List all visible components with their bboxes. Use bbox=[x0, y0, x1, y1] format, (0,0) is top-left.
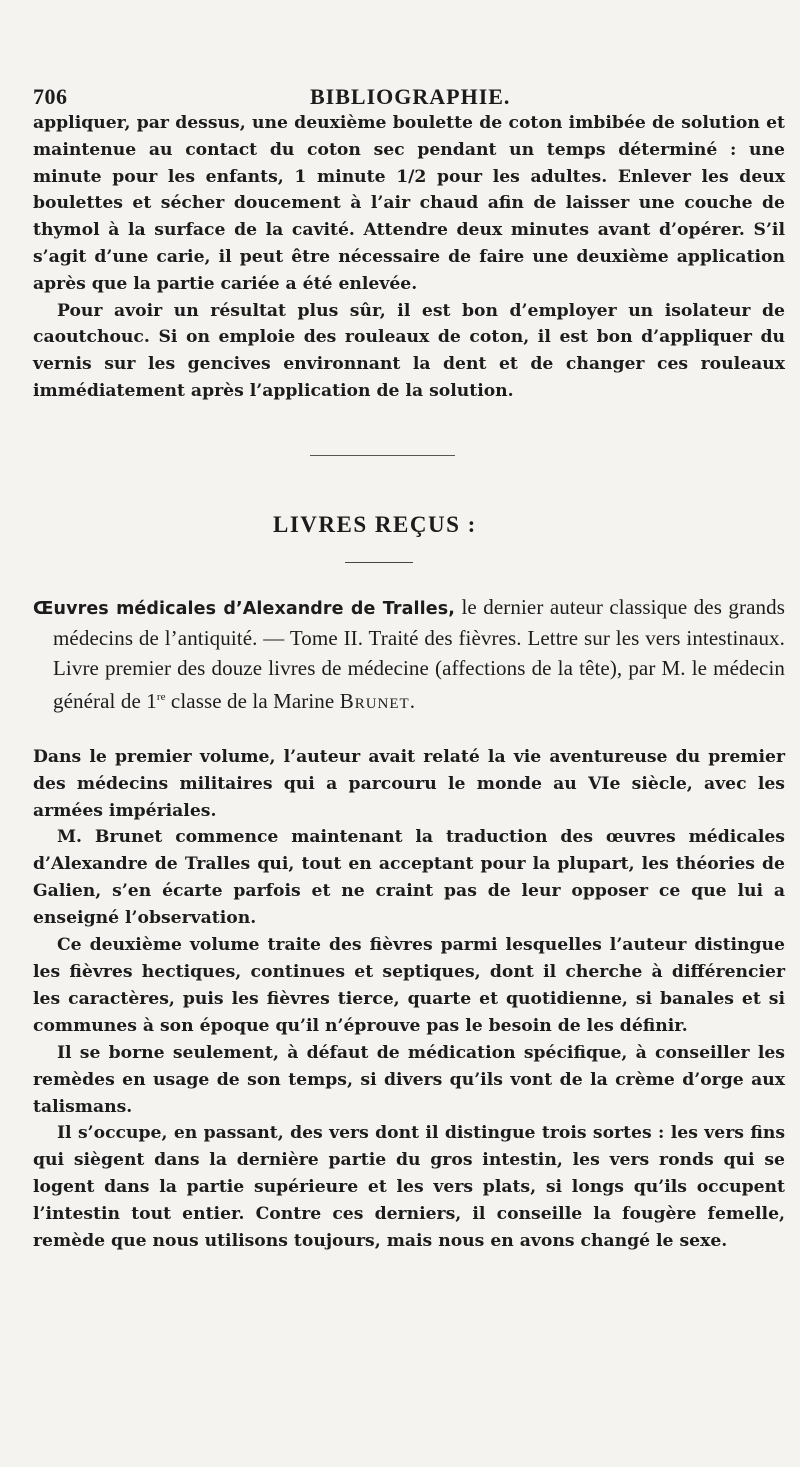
paragraph: appliquer, par dessus, une deuxième boulette de coton imbibée de solution et maintenue au contact du coton sec pendant un temps déterminé : une minute pour les enfants, 1 minute 1/2 pour les adultes. Enlever les deux boulettes et sécher doucement à l’air chaud afin de laisser une couche de thymol à la surface de la cavité. Attendre deux minutes avant d’opérer. S’il s’agit d’une carie, il peut être nécessaire de faire une deuxième application après que la partie cariée a été enlevée. bbox=[33, 113, 785, 294]
book-description: le dernier auteur classique des grands médecins de l’antiquité. — Tome II. Traité des fièvres. Lettre sur les vers intestinaux. Livre premier des douze livres de médecine (affections de la tête), par M. le médecin général de 1 bbox=[53, 594, 786, 714]
paragraph: Dans le premier volume, l’auteur avait relaté la vie aventureuse du premier des médecins militaires qui a parcouru le monde au VIe siècle, avec les armées impériales. bbox=[33, 746, 785, 821]
book-author: Brunet. bbox=[339, 689, 416, 714]
book-title: Œuvres médicales d’Alexandre de Tralles, bbox=[33, 598, 455, 619]
section-title: LIVRES REÇUS : bbox=[273, 511, 477, 537]
paragraph: Il se borne seulement, à défaut de médication spécifique, à conseiller les remèdes en usage de son temps, si divers qu’ils vont de la crème d’orge aux talismans. bbox=[33, 1042, 785, 1117]
title-underline bbox=[345, 562, 413, 563]
book-description-end: classe de la Marine bbox=[170, 689, 335, 714]
paragraph: Il s’occupe, en passant, des vers dont il distingue trois sortes : les vers fins qui siègent dans la dernière partie du gros intestin, les vers ronds qui se logent dans la partie supérieure et les vers plats, si longs qu’ils occupent l’intestin tout entier. Contre ces derniers, il conseille la fougère femelle, remède que nous utilisons toujours, mais nous en avons changé le sexe. bbox=[33, 1123, 785, 1252]
paragraph: M. Brunet commence maintenant la traduction des œuvres médicales d’Alexandre de Tralles qui, tout en acceptant pour la plupart, les théories de Galien, s’en écarte parfois et ne craint pas de leur opposer ce que lui a enseigné l’observation. bbox=[33, 827, 785, 929]
review-text-block bbox=[33, 744, 785, 1255]
page-number: 706 bbox=[33, 84, 68, 109]
running-head bbox=[33, 80, 785, 110]
paragraph: Pour avoir un résultat plus sûr, il est bon d’employer un isolateur de caoutchouc. Si on emploie des rouleaux de coton, il est bon d’appliquer du vernis sur les gencives environnant la dent et de changer ces rouleaux immédiatement après l’application de la solution. bbox=[33, 300, 785, 401]
section-divider bbox=[310, 455, 455, 456]
running-title: BIBLIOGRAPHIE. bbox=[310, 84, 511, 109]
ordinal-superscript: re bbox=[156, 691, 166, 704]
paragraph: Ce deuxième volume traite des fièvres parmi lesquelles l’auteur distingue les fièvres hectiques, continues et septiques, dont il cherche à différencier les caractères, puis les fièvres tierce, quarte et quotidienne, si banales et si communes à son époque qu’il n’éprouve pas le besoin de les définir. bbox=[33, 935, 785, 1036]
book-entry bbox=[33, 593, 785, 717]
top-text-block bbox=[33, 110, 785, 405]
document-page bbox=[33, 80, 785, 1255]
